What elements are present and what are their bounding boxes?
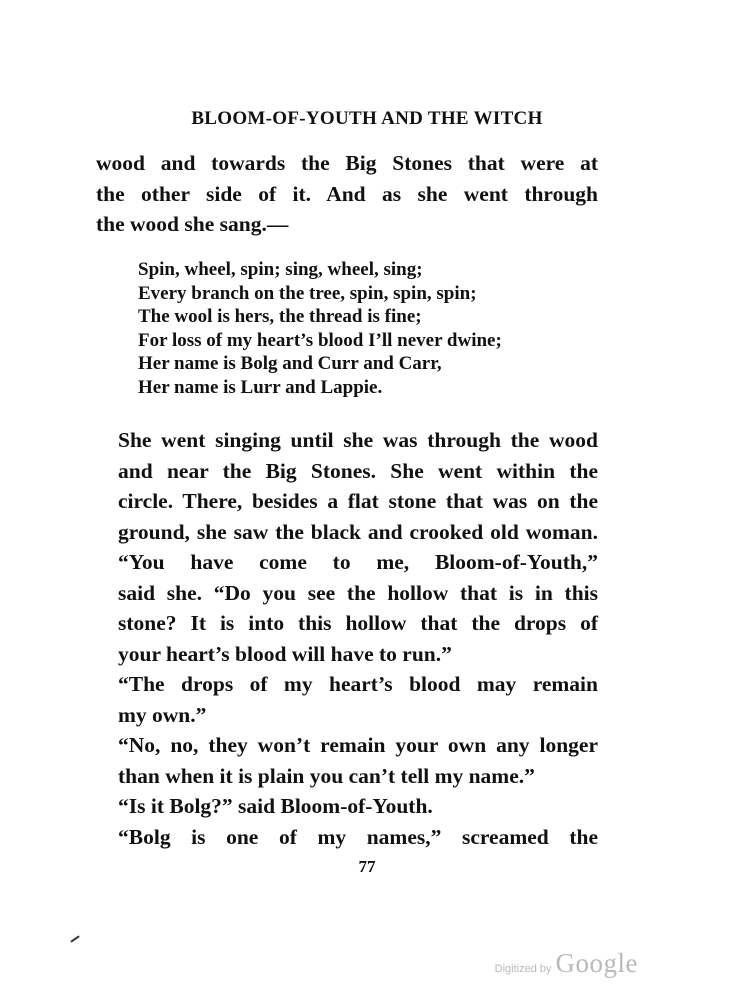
text-line: ground, she saw the black and crooked old woman. xyxy=(118,519,598,544)
verse-line: Her name is Lurr and Lappie. xyxy=(138,376,383,398)
text-line: “The drops of my heart’s blood may remain xyxy=(118,672,598,696)
verse-line: Her name is Bolg and Curr and Carr, xyxy=(138,353,442,374)
text-line: stone? It is into this hollow that the drops of xyxy=(118,611,598,635)
page-number: 77 xyxy=(358,857,376,876)
text-line: “You have come to me, Bloom-of-Youth,” xyxy=(118,550,598,574)
paragraph xyxy=(96,791,598,822)
verse-line: Spin, wheel, spin; sing, wheel, sing; xyxy=(138,259,423,280)
text-line: the wood she sang.— xyxy=(96,212,289,236)
verse-stanza xyxy=(138,258,502,399)
scan-speck xyxy=(70,935,79,942)
paragraph xyxy=(96,547,598,669)
digitized-watermark xyxy=(495,948,638,979)
text-line: She went singing until she was through the wood xyxy=(118,428,598,452)
running-head: BLOOM-OF-YOUTH AND THE WITCH xyxy=(191,108,543,129)
text-line: wood and towards the Big Stones that were at xyxy=(96,151,598,175)
text-line: your heart’s blood will have to run.” xyxy=(118,641,452,666)
text-line: “Is it Bolg?” said Bloom-of-Youth. xyxy=(118,794,433,818)
text-line: circle. There, besides a flat stone that was on the xyxy=(118,489,598,513)
google-logo: Google xyxy=(555,948,638,978)
paragraph xyxy=(96,730,598,791)
text-line: the other side of it. And as she went through xyxy=(96,181,598,206)
verse-line: The wool is hers, the thread is fine; xyxy=(138,306,422,327)
digitized-label: Digitized by xyxy=(494,963,552,975)
paragraph xyxy=(96,425,598,547)
paragraph xyxy=(96,669,598,730)
text-line: than when it is plain you can’t tell my name.” xyxy=(118,763,535,788)
text-line: “No, no, they won’t remain your own any longer xyxy=(118,733,598,757)
text-line: said she. “Do you see the hollow that is in this xyxy=(118,580,598,605)
verse-line: For loss of my heart’s blood I’ll never dwine; xyxy=(138,329,502,351)
text-line: “Bolg is one of my names,” screamed the xyxy=(118,824,598,849)
text-line: my own.” xyxy=(118,702,207,727)
verse-line: Every branch on the tree, spin, spin, spin; xyxy=(138,282,477,304)
paragraph xyxy=(96,822,598,853)
opening-paragraph xyxy=(96,148,598,240)
text-line: and near the Big Stones. She went within the xyxy=(118,458,598,483)
body-text xyxy=(96,425,598,852)
